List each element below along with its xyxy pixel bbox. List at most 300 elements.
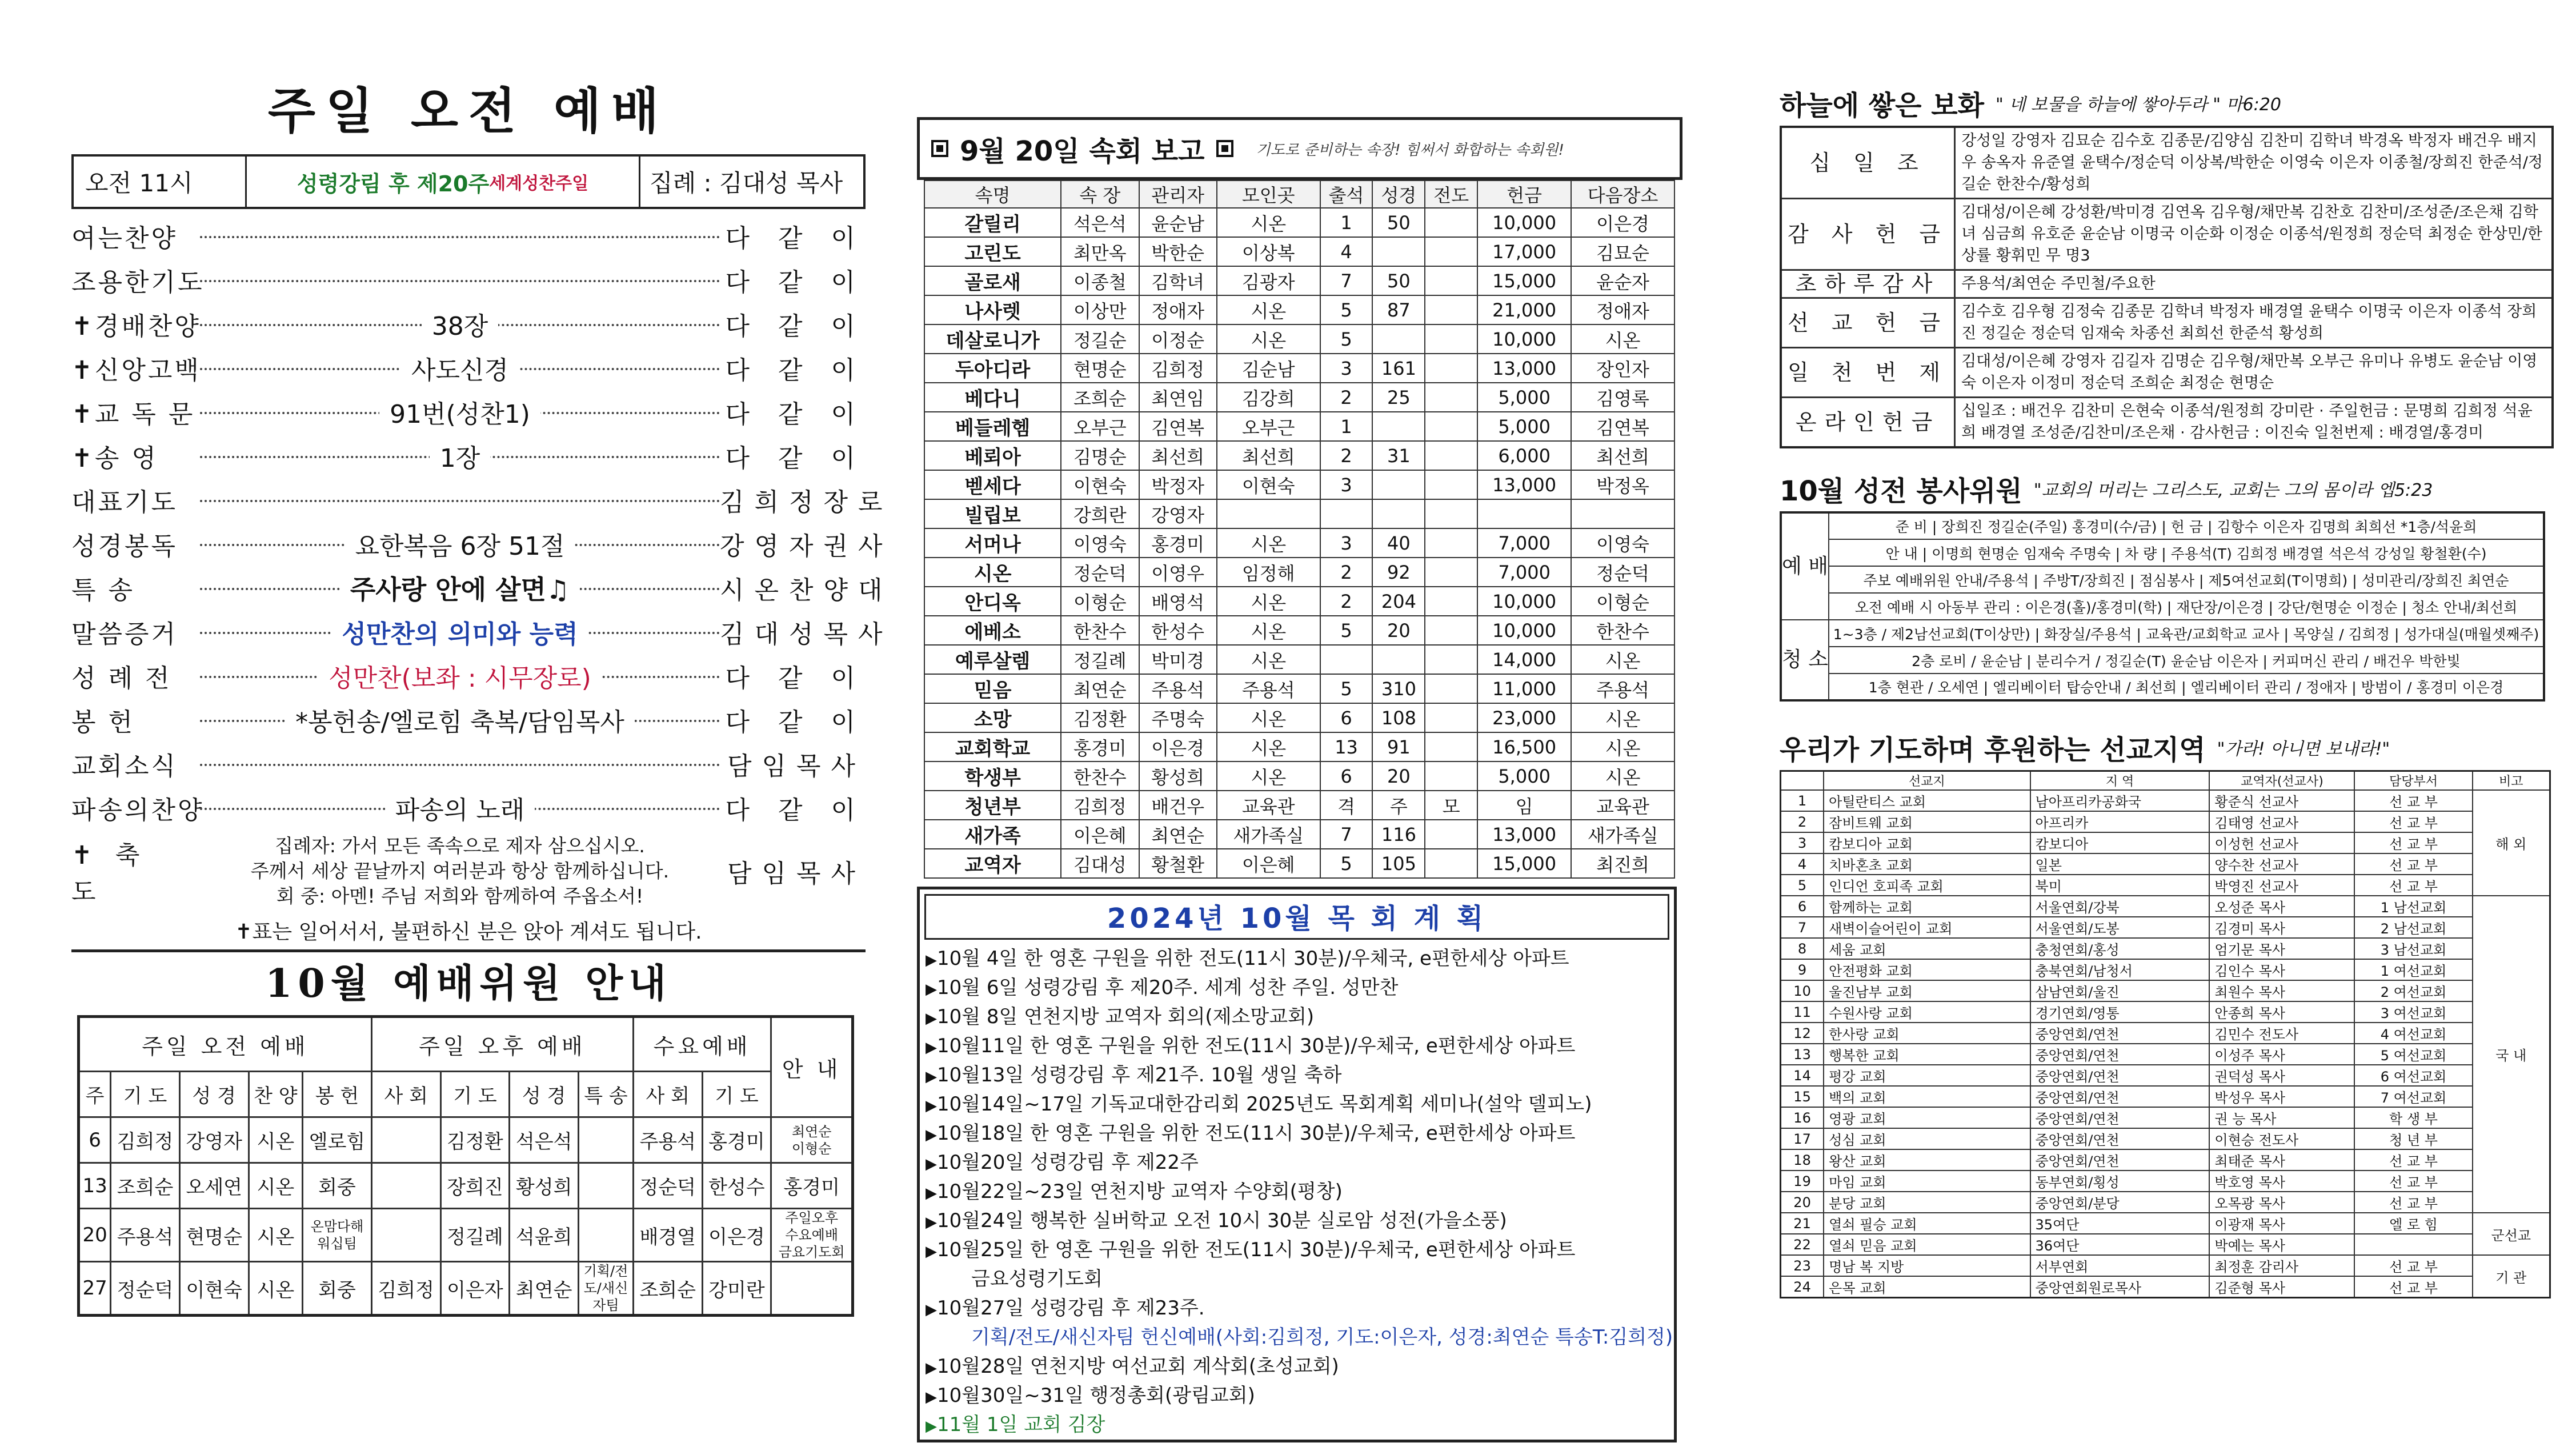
triangle-bullet-icon: ▶ [926,1068,937,1085]
volunteer-line: 안 내 | 이명희 현명순 임재숙 주명숙 | 차 량 | 주용석(T) 김희정 배경열 석은석 강성일 황철환(수) [1829,539,2544,566]
table-row [924,295,1674,324]
order-item-content [200,526,720,562]
table-cell: 정길순 [1061,324,1139,354]
table-cell: 5,000 [1477,412,1571,441]
plan-item-text: 금요성령기도회 [971,1268,1103,1290]
mission-cell: 중앙연회/연천 [2030,1044,2210,1065]
service-leader: 집례 : 김대성 목사 [650,169,843,197]
table-row [1781,896,2550,917]
mission-cell: 11 [1781,1001,1824,1023]
mission-cell: 서울연회/도봉 [2030,917,2210,938]
plan-item [920,1177,1674,1206]
offering-category: 선 교 헌 금 [1781,298,1955,348]
table-cell: 시온 [1217,616,1320,645]
table-cell: 박한순 [1139,237,1217,266]
mission-cell: 이광재 목사 [2209,1213,2354,1234]
duty-cell: 이은자 [440,1262,510,1316]
duty-cell: 정순덕 [633,1163,702,1209]
table-cell: 주명숙 [1139,703,1217,732]
table-cell: 시온 [1217,761,1320,791]
table-cell: 오부근 [1217,412,1320,441]
mission-cell: 중앙연회/연천 [2030,1149,2210,1171]
plan-item-text: 10월30일~31일 행정총회(광림교회) [937,1384,1255,1407]
cell-header: 모인곳 [1217,181,1320,208]
table-cell: 최선희 [1139,441,1217,470]
mission-cell: 수원사랑 교회 [1824,1001,2030,1023]
duty-subheader: 성 경 [510,1072,579,1117]
mission-cell: 이성헌 선교사 [2209,832,2354,853]
plan-item [920,1294,1674,1323]
volunteer-row [1781,620,2544,647]
mission-cell: 엄기문 목사 [2209,938,2354,959]
table-cell: 배건우 [1139,791,1217,820]
triangle-bullet-icon: ▶ [926,1418,937,1435]
mission-cell: 서울연회/강북 [2030,896,2210,917]
table-cell: 김강희 [1217,383,1320,412]
table-row [1781,1192,2550,1213]
mission-cell: 황준식 선교사 [2209,790,2354,811]
table-row [924,441,1674,470]
order-item-content [200,658,720,694]
mission-cell: 영광 교회 [1824,1107,2030,1128]
duty-cell: 정순덕 [111,1262,180,1316]
table-cell: 10,000 [1477,208,1571,237]
table-cell: 시온 [1217,208,1320,237]
table-cell: 베뢰아 [924,441,1061,470]
mission-cell: 오목광 목사 [2209,1192,2354,1213]
triangle-bullet-icon: ▶ [926,1214,937,1231]
duty-cell [579,1209,634,1262]
table-cell: 강희란 [1061,499,1139,528]
table-cell: 이형순 [1061,587,1139,616]
table-cell [1425,732,1477,761]
offering-row [1781,270,2553,298]
table-cell: 김대성 [1061,849,1139,878]
triangle-bullet-icon: ▶ [926,952,937,969]
duty-subheader: 특 송 [579,1072,634,1117]
duty-cell: 강영자 [179,1117,249,1163]
duty-group: 수요예배 [633,1017,771,1072]
table-cell: 13,000 [1477,470,1571,499]
table-cell: 204 [1372,587,1425,616]
mission-cell: 서부연회 [2030,1255,2210,1276]
mission-cell: 14 [1781,1065,1824,1086]
duty-cell: 홍경미 [702,1117,771,1163]
table-cell: 에베소 [924,616,1061,645]
order-item-content [200,306,720,342]
table-cell: 이현숙 [1061,470,1139,499]
table-cell: 청년부 [924,791,1061,820]
plan-item [920,1090,1674,1119]
table-cell: 베들레헴 [924,412,1061,441]
mission-cell: 선 교 부 [2354,853,2472,875]
table-cell: 이형순 [1571,587,1674,616]
mission-cell: 13 [1781,1044,1824,1065]
mission-cell: 23 [1781,1255,1824,1276]
table-cell: 1 [1320,412,1373,441]
table-cell: 최연순 [1139,820,1217,849]
table-cell [1425,441,1477,470]
table-cell: 시온 [1571,732,1674,761]
order-row [71,302,866,346]
table-row [924,674,1674,703]
mission-cell: 20 [1781,1192,1824,1213]
table-row [1781,1065,2550,1086]
order-row [71,610,893,654]
duty-cell: 정길례 [440,1209,510,1262]
plan-item-text: 10월24일 행복한 실버학교 오전 10시 30분 실로암 성전(가을소풍) [937,1209,1507,1232]
table-cell: 시온 [1217,324,1320,354]
table-cell [1320,499,1373,528]
table-cell: 2 [1320,558,1373,587]
table-row [924,558,1674,587]
mission-cell: 2 여선교회 [2354,980,2472,1001]
table-row [924,791,1674,820]
table-row [924,383,1674,412]
mission-cell: 선 교 부 [2354,1192,2472,1213]
worship-order [71,214,893,829]
table-cell: 7,000 [1477,528,1571,558]
blessing-line: 회 중: 아멘! 주님 저희와 함께하여 주옵소서! [276,884,644,907]
table-cell: 주용석 [1571,674,1674,703]
mission-cell: 학 생 부 [2354,1107,2472,1128]
dotted-leader [200,500,720,502]
order-item-leader: 다 같 이 [725,267,866,297]
table-row [1781,959,2550,980]
table-cell: 91 [1372,732,1425,761]
order-row [71,390,866,434]
plan-item-text: 10월18일 한 영혼 구원을 위한 전도(11시 30분)/우체국, e편한세상 아파트 [937,1122,1576,1145]
order-row [71,741,866,785]
table-row [1781,1107,2550,1128]
mission-cell: 중앙연회/연천 [2030,1023,2210,1044]
table-cell: 2 [1320,587,1373,616]
mission-cell: 양수찬 선교사 [2209,853,2354,875]
duty-group: 주일 오전 예배 [79,1017,372,1072]
order-item-leader: 다 같 이 [725,399,866,429]
mission-cell: 김준형 목사 [2209,1276,2354,1298]
table-cell: 새가족 [924,820,1061,849]
table-cell [1425,674,1477,703]
mission-cell: 선 교 부 [2354,832,2472,853]
table-cell: 5 [1320,616,1373,645]
table-cell: 이은혜 [1061,820,1139,849]
table-cell: 석은석 [1061,208,1139,237]
mission-cell: 성심 교회 [1824,1128,2030,1149]
volunteer-heading [1780,466,2554,511]
plan-item [920,1119,1674,1148]
mission-cell: 남아프리카공화국 [2030,790,2210,811]
triangle-bullet-icon: ▶ [926,1156,937,1173]
volunteer-line: 준 비 | 장희진 정길순(주일) 홍경미(수/금) | 헌 금 | 김항수 이은자 김명희 최희선 *1층/석윤희 [1829,512,2544,539]
mission-cell: 6 여선교회 [2354,1065,2472,1086]
table-cell [1320,645,1373,674]
order-item-detail: 사도신경 [401,356,519,385]
duty-cell: 최연순 [510,1262,579,1316]
duty-subheader: 사 회 [371,1072,440,1117]
duty-cell: 회중 [303,1163,372,1209]
mission-cell: 아틸란티스 교회 [1824,790,2030,811]
cell-report-table [924,180,1675,879]
duty-subheader: 성 경 [179,1072,249,1117]
plan-item [920,1148,1674,1177]
table-cell: 주용석 [1139,674,1217,703]
table-cell [1425,412,1477,441]
table-cell: 황성희 [1139,761,1217,791]
dotted-leader [200,280,720,282]
offering-row [1781,398,2553,448]
duty-cell: 회중 [303,1262,372,1316]
mission-cell: 이현승 전도사 [2209,1128,2354,1149]
duty-cell: 석은석 [510,1117,579,1163]
table-cell: 161 [1372,354,1425,383]
mission-cell: 인디언 호피족 교회 [1824,875,2030,896]
volunteer-row [1781,674,2544,700]
plan-item-text: 10월 6일 성령강림 후 제20주. 세계 성찬 주일. 성만찬 [937,976,1399,999]
table-cell: 오부근 [1061,412,1139,441]
order-row [71,434,866,478]
mission-cell [2354,1234,2472,1255]
mission-cell: 최태준 목사 [2209,1149,2354,1171]
table-cell: 7,000 [1477,558,1571,587]
order-item-detail: 1장 [430,444,491,473]
duty-cell [371,1163,440,1209]
order-item-leader: 다 같 이 [725,795,866,825]
table-cell: 11,000 [1477,674,1571,703]
order-item-name: 특 송 [71,575,135,605]
mission-cell: 새벽이슬어린이 교회 [1824,917,2030,938]
table-cell: 김학녀 [1139,266,1217,295]
table-cell: 6,000 [1477,441,1571,470]
mission-verse: "가라! 아니면 보내라!" [2217,739,2390,759]
order-item-name: 파송의찬양 [71,795,205,825]
table-cell: 116 [1372,820,1425,849]
table-row [1781,980,2550,1001]
order-row [71,346,866,390]
volunteer-row [1781,566,2544,593]
dotted-leader [200,236,720,238]
mission-cell: 김인수 목사 [2209,959,2354,980]
order-item-name: ✝송 영 [71,443,158,473]
mission-note: 군선교 [2473,1213,2550,1255]
table-cell: 10,000 [1477,616,1571,645]
cell-header: 헌금 [1477,181,1571,208]
dotted-leader [200,764,720,766]
duty-cell: 시온 [249,1262,303,1316]
mission-cell: 동부연회/횡성 [2030,1171,2210,1192]
table-cell: 50 [1372,208,1425,237]
cell-report-title: 9월 20일 속회 보고 [960,135,1205,167]
order-item-name: 봉 헌 [71,707,135,737]
offering-names: 김수호 김우형 김정숙 김종문 김학녀 박정자 배경열 윤택수 이명국 이은자 이종석 장희진 정길순 정순덕 임재숙 차종선 최희선 한준석 황성희 [1955,298,2553,348]
theme-small: 세계성찬주일 [489,174,589,194]
table-row [1781,917,2550,938]
table-cell: 최진희 [1571,849,1674,878]
table-cell: 배영석 [1139,587,1217,616]
table-cell: 믿음 [924,674,1061,703]
table-cell: 시온 [924,558,1061,587]
table-cell: 김연복 [1139,412,1217,441]
order-item-name: 교회소식 [71,751,178,781]
table-cell: 격 [1320,791,1373,820]
table-row [1781,1044,2550,1065]
table-cell: 108 [1372,703,1425,732]
table-cell: 16,500 [1477,732,1571,761]
table-cell: 1 [1320,208,1373,237]
table-cell: 장인자 [1571,354,1674,383]
duty-cell: 배경열 [633,1209,702,1262]
duty-subheader: 주 [79,1072,111,1117]
table-cell [1425,587,1477,616]
table-cell: 25 [1372,383,1425,412]
triangle-bullet-icon: ▶ [926,1389,937,1406]
order-item-name: 조용한기도 [71,267,205,297]
table-cell: 황철환 [1139,849,1217,878]
order-item-detail: 38장 [422,312,499,341]
mission-cell: 아프리카 [2030,811,2210,832]
table-row [924,499,1674,528]
table-cell: 시온 [1217,703,1320,732]
table-row [1781,938,2550,959]
table-cell: 교역자 [924,849,1061,878]
service-time: 오전 11시 [85,169,193,197]
order-item-detail: 성만찬(보좌 : 시무장로) [318,664,602,693]
mission-note: 기 관 [2473,1255,2550,1298]
mission-cell: 경기연회/영통 [2030,1001,2210,1023]
mission-cell: 함께하는 교회 [1824,896,2030,917]
mission-cell: 22 [1781,1234,1824,1255]
table-cell: 골로새 [924,266,1061,295]
table-cell: 베다니 [924,383,1061,412]
volunteer-row [1781,512,2544,539]
table-cell: 시온 [1571,645,1674,674]
mission-cell: 2 [1781,811,1824,832]
mission-cell: 중앙연회/연천 [2030,1065,2210,1086]
duty-subheader: 봉 헌 [303,1072,372,1117]
offering-category: 일 천 번 제 [1781,348,1955,398]
mission-cell: 36여단 [2030,1234,2210,1255]
duty-subheader: 찬 양 [249,1072,303,1117]
mission-cell: 울진남부 교회 [1824,980,2030,1001]
table-cell: 이상복 [1217,237,1320,266]
table-cell: 10,000 [1477,324,1571,354]
plan-item-text: 기획/전도/새신자팀 헌신예배(사회:김희정, 기도:이은자, 성경:최연순 특송T:김희정) [971,1326,1673,1349]
table-cell: 시온 [1217,732,1320,761]
duty-row [79,1117,853,1163]
duty-cell: 조희순 [633,1262,702,1316]
order-item-detail: *봉헌송/엘로힘 축복/담임목사 [285,708,635,737]
triangle-bullet-icon: ▶ [926,1010,937,1027]
table-cell: 이영숙 [1571,528,1674,558]
order-item-content [200,350,720,386]
table-cell [1425,616,1477,645]
volunteer-line: 오전 예배 시 아동부 관리 : 이은경(홀)/홍경미(학) | 재단장/이은경 | 강단/현명순 이정순 | 청소 안내/최선희 [1829,593,2544,620]
table-cell: 이은경 [1571,208,1674,237]
order-item-name: 성경봉독 [71,531,178,561]
mission-header: 지 역 [2030,771,2210,791]
table-row [924,470,1674,499]
table-cell: 7 [1320,266,1373,295]
table-cell: 14,000 [1477,645,1571,674]
mission-cell: 중앙연회/연천 [2030,1107,2210,1128]
cell-report-column [917,117,1682,1442]
mission-cell: 선 교 부 [2354,875,2472,896]
offering-table [1780,126,2554,448]
table-cell: 현명순 [1061,354,1139,383]
blessing-name: ✝축 도 [71,840,163,907]
table-cell: 새가족실 [1571,820,1674,849]
volunteer-table [1780,511,2545,702]
table-cell: 모 [1425,791,1477,820]
triangle-bullet-icon: ▶ [926,1097,937,1115]
cell-report-motto: 기도로 준비하는 속장! 힘써서 화합하는 속회원! [1256,141,1564,159]
order-item-name: 대표기도 [71,487,178,517]
table-cell [1372,324,1425,354]
square-bullet-icon [1216,140,1233,157]
table-cell: 5,000 [1477,761,1571,791]
table-cell: 고린도 [924,237,1061,266]
duty-cell: 시온 [249,1209,303,1262]
duty-group: 주일 오후 예배 [371,1017,633,1072]
mission-cell: 마임 교회 [1824,1171,2030,1192]
table-cell [1571,499,1674,528]
order-item-leader: 김희정장로 [720,487,893,517]
triangle-bullet-icon: ▶ [926,1360,937,1377]
order-item-name: 말씀증거 [71,619,178,649]
table-cell: 윤순남 [1139,208,1217,237]
duty-subheader: 기 도 [702,1072,771,1117]
table-row [1781,790,2550,811]
table-cell: 21,000 [1477,295,1571,324]
table-cell: 5 [1320,295,1373,324]
plan-item-text: 11월 1일 교회 김장 [937,1413,1105,1436]
table-cell: 이은경 [1139,732,1217,761]
table-cell: 김영록 [1571,383,1674,412]
order-item-leader: 강영자권사 [720,531,893,561]
duty-cell: 13 [79,1163,111,1209]
table-cell: 5 [1320,849,1373,878]
table-cell: 6 [1320,703,1373,732]
mission-cell: 10 [1781,980,1824,1001]
table-cell: 교육관 [1571,791,1674,820]
volunteer-line: 2층 로비 / 윤순남 | 분리수거 / 정길순(T) 윤순남 이은자 | 커피머신 관리 / 배건우 박한빛 [1829,647,2544,674]
table-row [1781,1255,2550,1276]
order-row [71,785,866,829]
triangle-bullet-icon: ▶ [926,1185,937,1202]
mission-cell: 8 [1781,938,1824,959]
cell-header: 다음장소 [1571,181,1674,208]
table-row [924,616,1674,645]
duty-cell: 한성수 [702,1163,771,1209]
order-item-leader: 담임목사 [727,751,866,781]
treasure-verse: " 네 보물을 하늘에 쌓아두라 " 마6:20 [1996,95,2281,115]
table-cell: 23,000 [1477,703,1571,732]
cell-header: 출석 [1320,181,1373,208]
blessing-row [71,829,866,912]
table-cell: 박정자 [1139,470,1217,499]
table-cell: 5 [1320,324,1373,354]
duty-cell: 주일오후 수요예배 금요기도회 [771,1209,853,1262]
table-cell: 김광자 [1217,266,1320,295]
table-cell: 시온 [1217,295,1320,324]
mission-cell: 최원수 목사 [2209,980,2354,1001]
table-row [1781,1171,2550,1192]
mission-cell: 4 여선교회 [2354,1023,2472,1044]
mission-cell: 김경미 목사 [2209,917,2354,938]
table-cell: 13,000 [1477,820,1571,849]
mission-cell: 중앙연회/분당 [2030,1192,2210,1213]
cell-header: 속명 [924,181,1061,208]
